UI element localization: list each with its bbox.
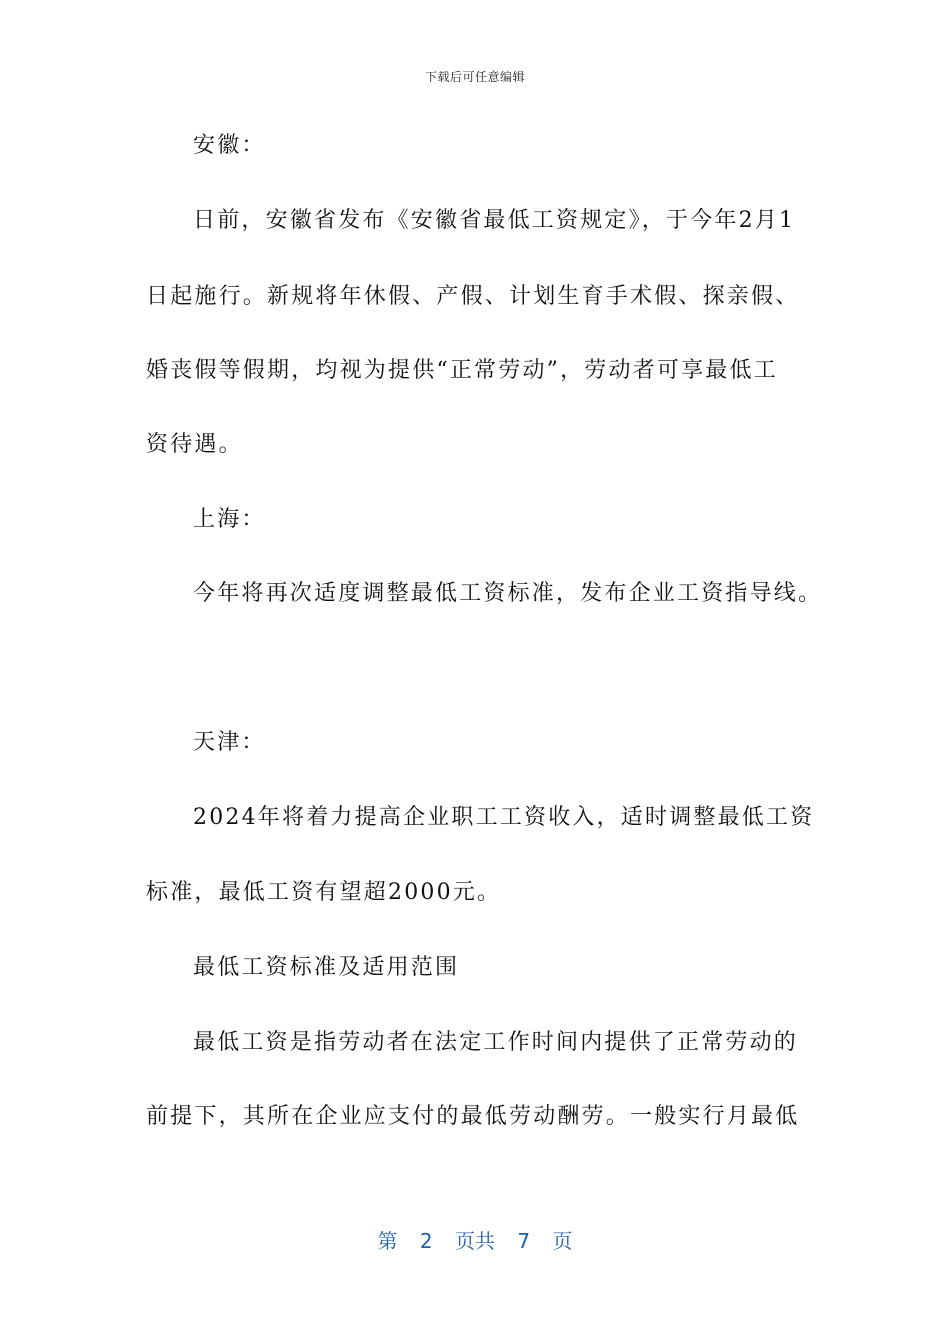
section-heading-shanghai: 上海： — [193, 507, 266, 532]
paragraph-line: 日起施行。新规将年休假、产假、计划生育手术假、探亲假、 — [146, 284, 800, 309]
paragraph-line: 资待遇。 — [146, 432, 243, 457]
paragraph-line: 婚丧假等假期，均视为提供“正常劳动”，劳动者可享最低工 — [146, 358, 778, 383]
header-note: 下载后可任意编辑 — [424, 70, 525, 84]
section-heading-tianjin: 天津： — [193, 730, 266, 755]
footer-middle: 页共 — [455, 1229, 495, 1253]
section-heading-minimum-wage: 最低工资标准及适用范围 — [193, 955, 460, 980]
footer-suffix: 页 — [552, 1229, 573, 1253]
paragraph-line: 最低工资是指劳动者在法定工作时间内提供了正常劳动的 — [193, 1030, 799, 1055]
paragraph-line: 日前，安徽省发布《安徽省最低工资规定》，于今年2月1 — [193, 208, 796, 233]
paragraph-line: 前提下，其所在企业应支付的最低劳动酬劳。一般实行月最低 — [146, 1104, 800, 1129]
paragraph-line: 今年将再次适度调整最低工资标准，发布企业工资指导线。 — [193, 581, 823, 606]
paragraph-line: 标准，最低工资有望超2000元。 — [146, 880, 502, 905]
paragraph-line: 2024年将着力提高企业职工工资收入，适时调整最低工资 — [193, 805, 815, 830]
footer-prefix: 第 — [377, 1229, 398, 1253]
section-heading-anhui: 安徽： — [193, 133, 266, 158]
page-number-footer — [0, 1225, 950, 1254]
footer-current-page: 2 — [419, 1229, 433, 1253]
footer-total-pages: 7 — [517, 1229, 531, 1253]
